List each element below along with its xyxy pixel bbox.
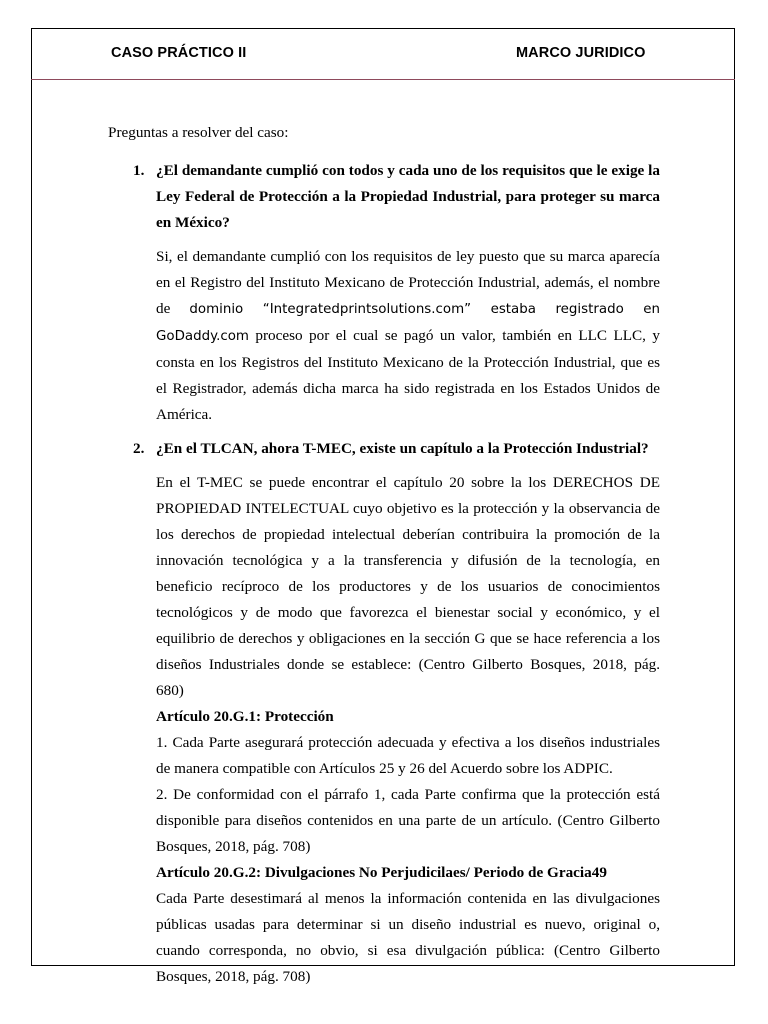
- article-20-g-1-paragraph-1: 1. Cada Parte asegurará protección adecuada y efectiva a los diseños industriales de manera compatible con Artículos 25 y 26 del Acuerdo sobre los ADPIC.: [156, 734, 660, 777]
- article-20-g-1-paragraph-2: 2. De conformidad con el párrafo 1, cada Parte confirma que la protección está disponible para diseños contenidos en una parte de un artículo. (Centro Gilberto Bosques, 2018, pág. 708): [156, 786, 660, 855]
- question-2-number: 2.: [133, 440, 145, 457]
- question-1-number: 1.: [133, 162, 145, 179]
- answer-1-domain-text: dominio “Integratedprintsolutions.com” estaba registrado en GoDaddy.com: [156, 302, 660, 344]
- question-1: [108, 158, 660, 236]
- answer-2-paragraph-1: En el T-MEC se puede encontrar el capítulo 20 sobre la los DERECHOS DE PROPIEDAD INTELECTUAL cuyo objetivo es la protección y la observancia de los derechos de propiedad intelectual deberían contribuira la promoción de la innovación tecnológica y a la transferencia y difusión de la tecnología, en beneficio recíproco de los productores y de los usuarios de conocimientos tecnológicos y de modo que favorezca el bienestar social y económico, y el equilibrio de derechos y obligaciones en la sección G que se hace referencia a los diseños Industriales donde se establece: (Centro Gilberto Bosques, 2018, pág. 680): [156, 474, 660, 699]
- article-20-g-2-title: Artículo 20.G.2: Divulgaciones No Perjudicilaes/ Periodo de Gracia49: [156, 864, 607, 881]
- intro-text: Preguntas a resolver del caso:: [108, 124, 289, 141]
- answer-1-paragraph: [156, 244, 660, 428]
- question-2-text: ¿En el TLCAN, ahora T-MEC, existe un capítulo a la Protección Industrial?: [156, 440, 649, 457]
- question-1-text: ¿El demandante cumplió con todos y cada uno de los requisitos que le exige la Ley Federal de Protección a la Propiedad Industrial, para proteger su marca en México?: [156, 162, 660, 231]
- article-20-g-1-title: Artículo 20.G.1: Protección: [156, 708, 334, 725]
- article-20-g-2-paragraph-1: Cada Parte desestimará al menos la información contenida en las divulgaciones públicas usadas para determinar si un diseño industrial es nuevo, original o, cuando corresponda, no obvio, si esa divulgación pública: (Centro Gilberto Bosques, 2018, pág. 708): [156, 890, 660, 985]
- header-right-title: MARCO JURIDICO: [516, 45, 646, 61]
- answer-2: [156, 470, 660, 990]
- answer-1: [156, 244, 660, 428]
- answer-1-part-1: Si, el demandante cumplió con los requisitos de ley puesto que su marca aparecía en el Registro del Instituto Mexicano de Protección Industrial, además, el nombre de: [156, 248, 660, 317]
- document-body: [108, 120, 660, 998]
- page-header: [31, 28, 735, 80]
- header-left-title: CASO PRÁCTICO II: [111, 45, 247, 61]
- answer-1-part-3: proceso por el cual se pagó un valor, también en LLC LLC, y consta en los Registros del Instituto Mexicano de la Protección Industrial, que es el Registrador, además dicha marca ha sido registrada en los Estados Unidos de América.: [156, 327, 660, 423]
- question-2: [108, 436, 660, 462]
